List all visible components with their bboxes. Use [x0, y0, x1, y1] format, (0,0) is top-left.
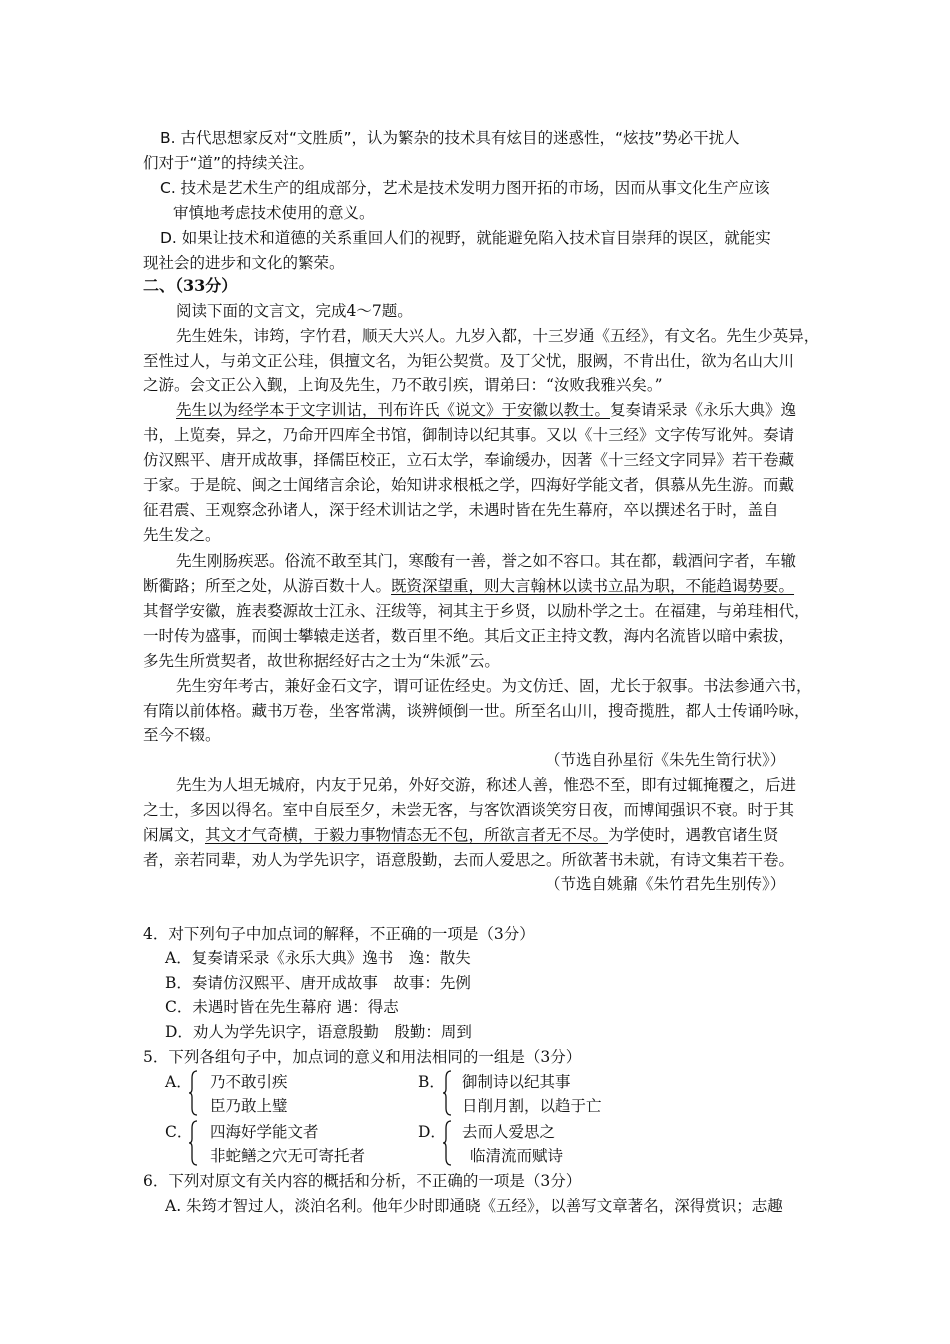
passage1-line: 之游。会文正公入觐，上询及先生，乃不敢引疾，谓弟曰：“汝败我雅兴矣。”	[143, 376, 663, 394]
passage1-line: 至性过人，与弟文正公珪，俱擅文名，为钜公契赏。及丁父忧，服阙，不肯出仕，欲为名山大川	[143, 352, 795, 370]
q3-option-d-line2: 现社会的进步和文化的繁荣。	[143, 254, 345, 272]
q6-option-a: A. 朱筠才智过人，淡泊名利。他年少时即通晓《五经》，以善写文章著名，深得赏识；志趣	[165, 1197, 783, 1215]
brace-icon	[188, 1120, 198, 1166]
section-heading: 二、（33分）	[143, 276, 238, 295]
passage2-line: 之士，多因以得名。室中自辰至夕，未尝无客，与客饮酒谈笑穷日夜，而博闻强识不衰。时于其	[143, 801, 795, 819]
passage1-line: 征君震、王观察念孙诸人，深于经术训诂之学，未遇时皆在先生幕府，卒以撰述名于时，盖自	[143, 501, 779, 519]
q5-option-d-sentence1: 去而人爱思之	[462, 1123, 556, 1141]
q6-stem: 6．下列对原文有关内容的概括和分析，不正确的一项是（3分）	[143, 1172, 582, 1190]
section-instruction: 阅读下面的文言文，完成4～7题。	[176, 302, 413, 320]
passage1-line: 先生发之。	[143, 526, 221, 544]
passage2-source: （节选自姚鼐《朱竹君先生别传》）	[545, 875, 786, 893]
q5-option-a-sentence1: 乃不敢引疾	[210, 1073, 288, 1091]
q5-option-b-label: B．	[418, 1073, 445, 1091]
passage1-line: 先生姓朱，讳筠，字竹君，顺天大兴人。九岁入都，十三岁通《五经》，有文名。先生少英异，	[176, 327, 820, 345]
q5-option-a-label: A．	[165, 1073, 192, 1091]
q3-option-c-line2: 审慎地考虑技术使用的意义。	[173, 204, 375, 222]
q3-option-b-line2: 们对于“道”的持续关注。	[143, 154, 315, 172]
brace-icon	[442, 1120, 452, 1166]
q5-option-b-sentence2: 日削月割，以趋于亡	[462, 1097, 602, 1115]
q5-option-c-sentence2: 非蛇鳝之穴无可寄托者	[210, 1147, 366, 1165]
q5-option-c-label: C．	[165, 1123, 193, 1141]
passage1-line: 有隋以前体格。藏书万卷，坐客常满，谈辨倾倒一世。所至名山川，搜奇揽胜，都人士传诵吟咏，	[143, 702, 810, 720]
passage1-line: 于家。于是皖、闽之士闻绪言余论，始知讲求根柢之学，四海好学能文者，俱慕从先生游。而戴	[143, 476, 795, 494]
q3-option-b-line1: B. 古代思想家反对“文胜质”，认为繁杂的技术具有炫目的迷惑性，“炫技”势必干扰人	[160, 129, 740, 147]
q4-option-d: D．劝人为学先识字，语意殷勤 殷勤：周到	[165, 1023, 472, 1041]
underlined-sentence: 先生以为经学本于文字训诂，刊布许氏《说文》于安徽以教士。	[176, 401, 611, 419]
q4-option-b: B．奏请仿汉熙平、唐开成故事 故事：先例	[165, 974, 471, 992]
passage1-line: 先生穷年考古，兼好金石文字，谓可证佐经史。为文仿迁、固，尤长于叙事。书法参通六书，	[176, 677, 812, 695]
passage1-line: 一时传为盛事，而闽士攀辕走送者，数百里不绝。其后文正主持文教，海内名流皆以暗中索拔，	[143, 627, 795, 645]
q3-option-d-line1: D. 如果让技术和道德的关系重回人们的视野，就能避免陷入技术盲目崇拜的误区，就能实	[160, 229, 771, 247]
q4-option-a: A．复奏请采录《永乐大典》逸书 逸：散失	[165, 949, 471, 967]
passage1-line: 其督学安徽，旌表婺源故士江永、汪绂等，祠其主于乡贤，以励朴学之士。在福建，与弟珪相代，	[143, 602, 810, 620]
brace-icon	[188, 1070, 198, 1116]
passage1-p3-second-line: 断衢路；所至之处，从游百数十人。既资深望重，则大言翰林以读书立品为职，不能趋谒势要。	[143, 577, 795, 595]
underlined-sentence: 其文才气奇横，于毅力事物情态无不包，所欲言者无不尽。	[205, 826, 609, 844]
q5-stem: 5．下列各组句子中，加点词的意义和用法相同的一组是（3分）	[143, 1048, 582, 1066]
passage1-line: 书，上览奏，异之，乃命开四库全书馆，御制诗以纪其事。又以《十三经》文字传写讹舛。奏请	[143, 426, 795, 444]
q5-option-b-sentence1: 御制诗以纪其事	[462, 1073, 571, 1091]
passage1-line: 多先生所赏契者，故世称据经好古之士为“朱派”云。	[143, 652, 500, 670]
passage1-line: 至今不辍。	[143, 726, 221, 744]
passage1-source: （节选自孙星衍《朱先生笥行状》）	[545, 751, 786, 769]
q5-option-a-sentence2: 臣乃敢上璧	[210, 1097, 288, 1115]
passage1-line: 仿汉熙平、唐开成故事，择儒臣校正，立石太学，奉谕缓办，因著《十三经文字同异》若干卷藏	[143, 451, 795, 469]
passage1-p2-first-line: 先生以为经学本于文字训诂，刊布许氏《说文》于安徽以教士。复奏请采录《永乐大典》逸	[176, 401, 797, 419]
passage2-line3: 闲属文，其文才气奇横，于毅力事物情态无不包，所欲言者无不尽。为学使时，遇教官诸生贤	[143, 826, 779, 844]
q5-option-d-label: D．	[418, 1123, 446, 1141]
passage2-line: 者，亲若同辈，劝人为学先识字，语意殷勤，去而人爱思之。所欲著书未就，有诗文集若干卷。	[143, 851, 795, 869]
q4-stem: 4．对下列句子中加点词的解释，不正确的一项是（3分）	[143, 925, 535, 943]
q5-option-c-sentence1: 四海好学能文者	[210, 1123, 319, 1141]
passage1-line: 先生刚肠疾恶。俗流不敢至其门，寒酸有一善，誉之如不容口。其在都，载酒问字者，车辙	[176, 552, 797, 570]
q5-option-d-sentence2: 临清流而赋诗	[470, 1147, 564, 1165]
passage2-line: 先生为人坦无城府，内友于兄弟，外好交游，称述人善，惟恐不至，即有过辄掩覆之，后进	[176, 776, 797, 794]
brace-icon	[442, 1070, 452, 1116]
underlined-sentence: 既资深望重，则大言翰林以读书立品为职，不能趋谒势要。	[391, 577, 795, 595]
q4-option-c: C．未遇时皆在先生幕府 遇：得志	[165, 998, 399, 1016]
q3-option-c-line1: C. 技术是艺术生产的组成部分，艺术是技术发明力图开拓的市场，因而从事文化生产应该	[160, 179, 770, 197]
